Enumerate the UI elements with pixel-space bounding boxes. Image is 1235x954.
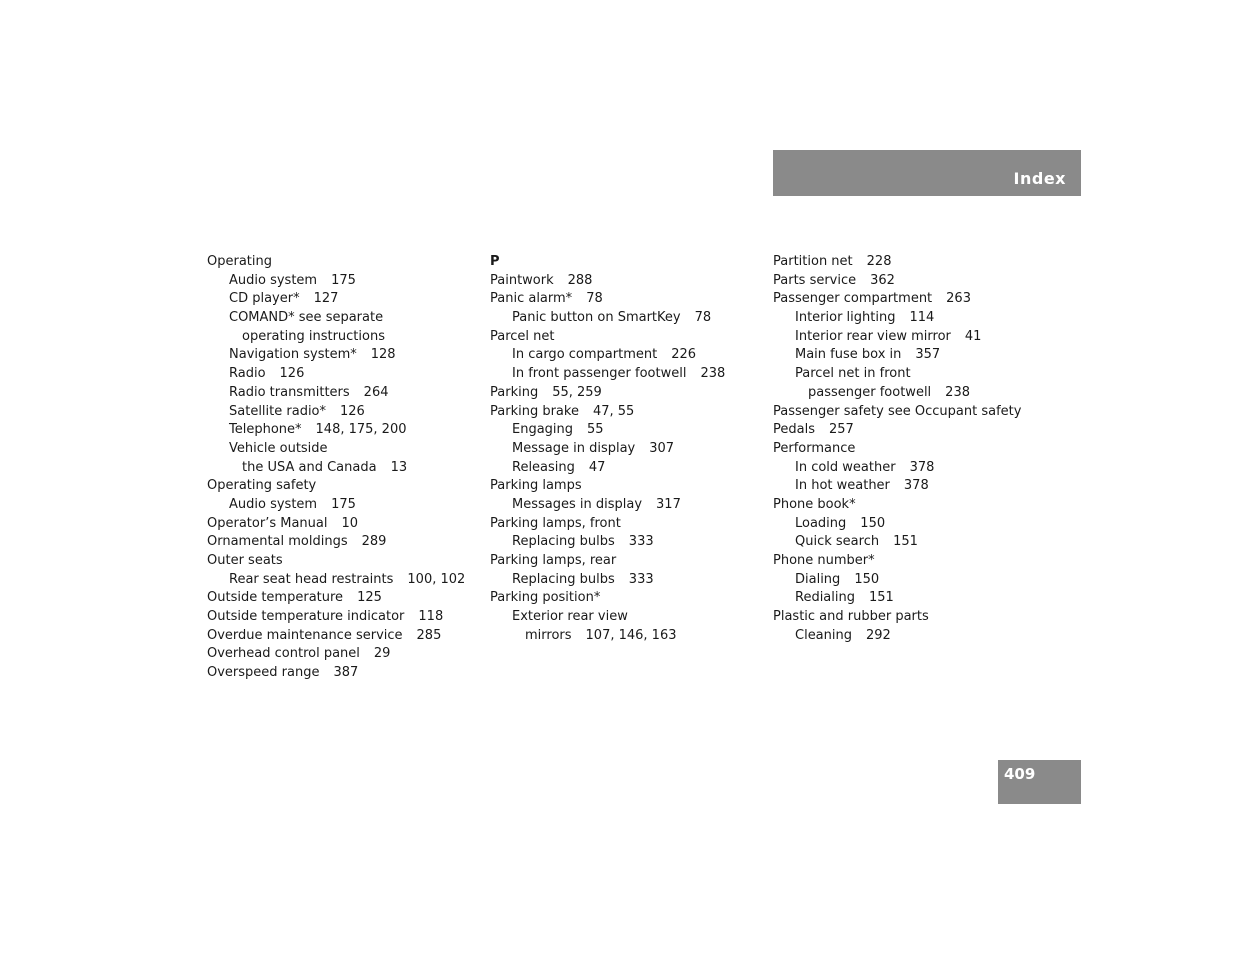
page-reference: 13	[390, 459, 408, 475]
page-reference: 378	[909, 459, 935, 475]
page-reference: 114	[909, 310, 935, 326]
index-subentry	[207, 309, 465, 328]
index-subentry	[773, 627, 1021, 646]
page-reference: 78	[694, 310, 712, 326]
index-subentry	[207, 403, 465, 422]
index-subentry	[490, 365, 725, 384]
entry-text: P	[490, 254, 500, 269]
entry-text: In front passenger footwell	[512, 366, 687, 382]
entry-text: Ornamental moldings	[207, 534, 348, 550]
index-subentry	[207, 571, 465, 590]
index-subentry	[773, 515, 1021, 534]
page-reference: 125	[357, 590, 382, 606]
page-reference: 150	[860, 515, 886, 531]
page-reference: 118	[418, 609, 444, 625]
entry-text: Message in display	[512, 440, 636, 456]
entry-text: COMAND* see separate	[229, 310, 384, 326]
entry-text: Operating	[207, 254, 272, 269]
page-reference: 175	[331, 272, 356, 288]
index-subentry	[773, 477, 1021, 496]
index-entry	[490, 253, 725, 272]
entry-text: Rear seat head restraints	[229, 571, 394, 587]
entry-text: Replacing bulbs	[512, 571, 615, 587]
index-entry	[207, 253, 465, 272]
entry-text: In cold weather	[795, 459, 896, 475]
index-entry	[207, 533, 465, 552]
entry-text: Dialing	[795, 571, 841, 587]
entry-text: Exterior rear view	[512, 609, 628, 625]
index-column-3	[773, 253, 1021, 645]
index-subentry	[773, 328, 1021, 347]
entry-text: Outside temperature	[207, 590, 344, 606]
page-reference: 10	[341, 515, 359, 531]
index-column-2	[490, 253, 725, 645]
page-reference: 100, 102	[407, 571, 466, 587]
index-subentry	[773, 533, 1021, 552]
entry-text: Operator’s Manual	[207, 515, 328, 531]
index-subentry	[773, 571, 1021, 590]
entry-text: Radio	[229, 366, 266, 382]
index-entry	[773, 272, 1021, 291]
entry-text: Cleaning	[795, 627, 852, 643]
page-reference: 148, 175, 200	[315, 422, 407, 438]
entry-text: Radio transmitters	[229, 384, 350, 400]
index-subentry	[207, 365, 465, 384]
page-reference: 47	[588, 459, 606, 475]
page-reference: 288	[567, 272, 593, 288]
entry-text: Passenger safety see Occupant safety	[773, 403, 1022, 419]
entry-text: Paintwork	[490, 272, 554, 288]
index-entry	[490, 328, 725, 347]
index-subentry	[207, 328, 465, 347]
entry-text: Vehicle outside	[229, 440, 328, 456]
entry-text: Main fuse box in	[795, 347, 902, 363]
index-entry	[490, 589, 725, 608]
page-reference: 175	[331, 496, 356, 512]
entry-text: Redialing	[795, 590, 855, 606]
entry-text: Panic button on SmartKey	[512, 310, 681, 326]
index-entry	[773, 440, 1021, 459]
page-reference: 285	[416, 627, 442, 643]
entry-text: Interior lighting	[795, 310, 896, 326]
index-entry	[207, 627, 465, 646]
entry-text: Satellite radio*	[229, 403, 327, 419]
index-entry	[207, 589, 465, 608]
index-entry	[773, 496, 1021, 515]
index-subentry	[773, 384, 1021, 403]
entry-text: Passenger compartment	[773, 291, 933, 307]
page-reference: 238	[945, 384, 970, 400]
page-reference: 126	[340, 403, 365, 419]
index-entry	[207, 664, 465, 683]
index-subentry	[773, 589, 1021, 608]
page-reference: 29	[373, 646, 391, 662]
entry-text: Parking lamps	[490, 478, 582, 494]
page-reference: 257	[828, 422, 854, 438]
index-entry	[490, 477, 725, 496]
entry-text: Overspeed range	[207, 665, 320, 681]
entry-text: Audio system	[229, 496, 318, 512]
index-entry	[773, 403, 1021, 422]
index-subentry	[207, 384, 465, 403]
page-reference: 226	[671, 347, 697, 363]
index-entry	[490, 403, 725, 422]
page-reference: 128	[370, 347, 396, 363]
entry-text: Phone book*	[773, 496, 856, 512]
index-column-1	[207, 253, 465, 683]
page-reference: 307	[649, 440, 675, 456]
entry-text: CD player*	[229, 291, 300, 307]
index-subentry	[490, 346, 725, 365]
entry-text: Overdue maintenance service	[207, 627, 403, 643]
entry-text: Performance	[773, 440, 856, 456]
page-reference: 151	[893, 534, 918, 550]
entry-text: mirrors	[525, 627, 572, 643]
index-subentry	[773, 365, 1021, 384]
entry-text: Parcel net in front	[795, 366, 911, 382]
index-entry	[773, 253, 1021, 272]
index-entry	[207, 515, 465, 534]
page-reference: 47, 55	[592, 403, 635, 419]
entry-text: Releasing	[512, 459, 575, 475]
index-subentry	[207, 421, 465, 440]
page-reference: 228	[866, 254, 892, 269]
index-subentry	[490, 440, 725, 459]
page-reference: 127	[313, 291, 339, 307]
index-entry	[773, 552, 1021, 571]
page-reference: 317	[656, 496, 681, 512]
index-entry	[773, 608, 1021, 627]
index-entry	[490, 272, 725, 291]
section-header	[773, 150, 1081, 196]
page-reference: 126	[279, 366, 305, 382]
entry-text: Parking brake	[490, 403, 579, 419]
entry-text: Navigation system*	[229, 347, 357, 363]
index-subentry	[490, 571, 725, 590]
index-entry	[207, 608, 465, 627]
entry-text: Audio system	[229, 272, 318, 288]
entry-text: Plastic and rubber parts	[773, 609, 929, 625]
index-subentry	[490, 608, 725, 627]
page-reference: 263	[946, 291, 971, 307]
page-reference: 387	[333, 665, 359, 681]
entry-text: Parking position*	[490, 590, 601, 606]
entry-text: Parking	[490, 384, 539, 400]
page-reference: 333	[628, 571, 654, 587]
entry-text: Messages in display	[512, 496, 643, 512]
index-subentry	[490, 459, 725, 478]
index-subentry	[490, 496, 725, 515]
index-subentry	[773, 309, 1021, 328]
index-subentry	[207, 272, 465, 291]
page-reference: 41	[964, 328, 982, 344]
index-subentry	[490, 421, 725, 440]
entry-text: Loading	[795, 515, 847, 531]
page-reference: 378	[903, 478, 929, 494]
index-subentry	[773, 346, 1021, 365]
entry-text: Parking lamps, rear	[490, 553, 617, 568]
page-reference: 292	[866, 627, 891, 643]
entry-text: Telephone*	[229, 422, 302, 438]
index-subentry	[207, 496, 465, 515]
index-entry	[207, 477, 465, 496]
page-reference: 238	[700, 366, 726, 382]
index-entry	[490, 515, 725, 534]
index-entry	[490, 552, 725, 571]
page-reference: 333	[628, 534, 654, 550]
entry-text: operating instructions	[242, 328, 385, 344]
entry-text: Pedals	[773, 422, 815, 438]
entry-text: Operating safety	[207, 478, 317, 494]
index-subentry	[490, 533, 725, 552]
page-reference: 357	[915, 347, 941, 363]
entry-text: Phone number*	[773, 553, 875, 568]
entry-text: Engaging	[512, 422, 574, 438]
entry-text: Partition net	[773, 254, 853, 269]
entry-text: Quick search	[795, 534, 880, 550]
index-entry	[773, 290, 1021, 309]
index-subentry	[207, 346, 465, 365]
page-reference: 55	[587, 422, 604, 438]
index-entry	[207, 552, 465, 571]
index-subentry	[490, 627, 725, 646]
page-reference: 151	[869, 590, 894, 606]
index-entry	[207, 645, 465, 664]
entry-text: Outer seats	[207, 553, 283, 568]
index-entry	[773, 421, 1021, 440]
page-reference: 150	[854, 571, 880, 587]
index-entry	[490, 384, 725, 403]
entry-text: Interior rear view mirror	[795, 328, 951, 344]
page-reference: 55, 259	[552, 384, 602, 400]
index-subentry	[207, 290, 465, 309]
page-number-box	[998, 760, 1081, 804]
entry-text: passenger footwell	[808, 384, 932, 400]
entry-text: Parts service	[773, 272, 857, 288]
section-title: Index	[1013, 169, 1066, 188]
entry-text: Overhead control panel	[207, 646, 360, 662]
page-reference: 107, 146, 163	[585, 627, 677, 643]
page-reference: 362	[870, 272, 895, 288]
page-reference: 289	[361, 534, 387, 550]
page-reference: 78	[586, 291, 603, 307]
entry-text: Outside temperature indicator	[207, 609, 405, 625]
entry-text: the USA and Canada	[242, 459, 377, 475]
entry-text: Replacing bulbs	[512, 534, 615, 550]
entry-text: In hot weather	[795, 478, 890, 494]
page-reference: 264	[363, 384, 389, 400]
entry-text: Panic alarm*	[490, 291, 573, 307]
index-subentry	[207, 440, 465, 459]
index-subentry	[490, 309, 725, 328]
entry-text: Parcel net	[490, 328, 555, 344]
index-subentry	[773, 459, 1021, 478]
entry-text: In cargo compartment	[512, 347, 658, 363]
entry-text: Parking lamps, front	[490, 515, 621, 531]
index-subentry	[207, 459, 465, 478]
page-number: 409	[1004, 765, 1036, 783]
index-entry	[490, 290, 725, 309]
